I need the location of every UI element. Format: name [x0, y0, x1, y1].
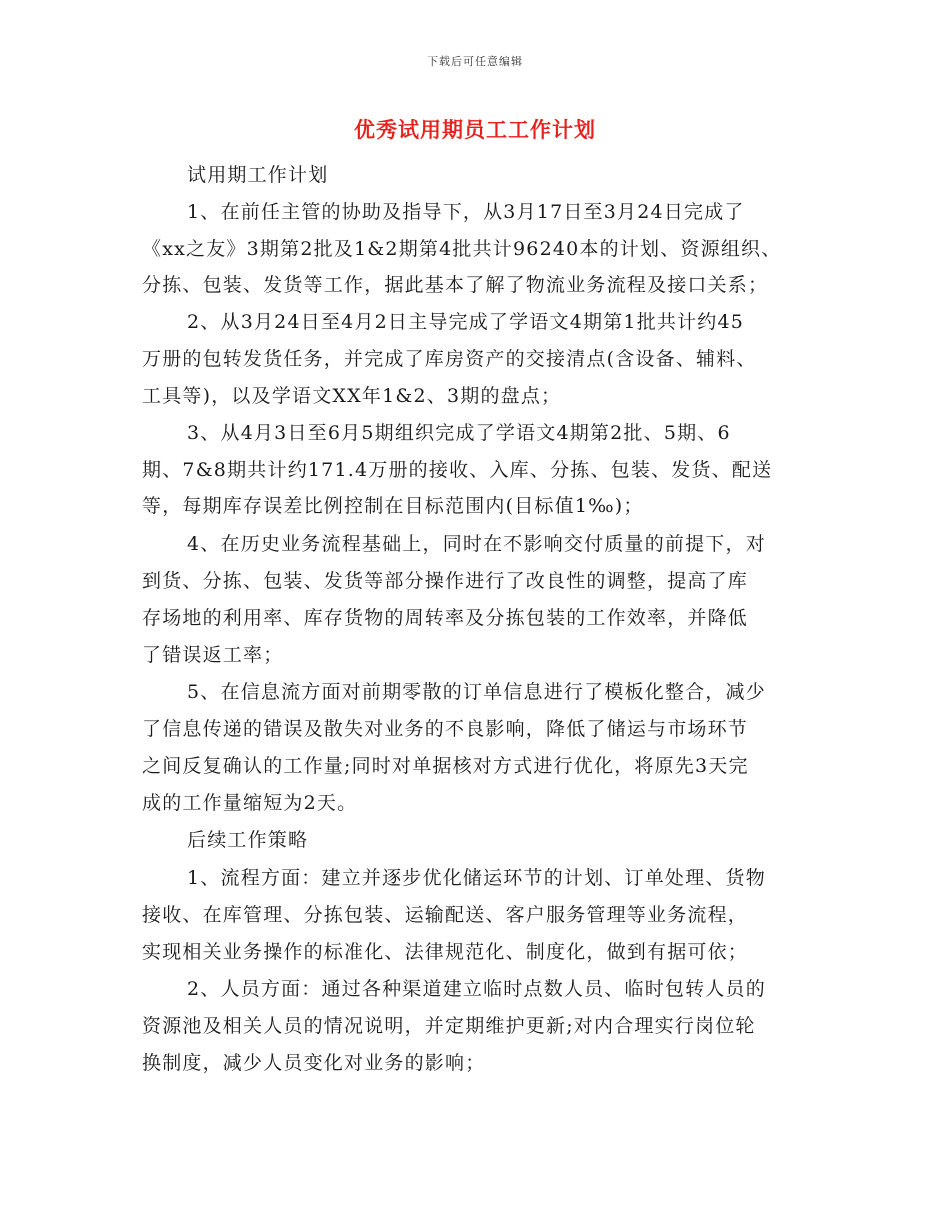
- paragraph-line: 到货、分拣、包装、发货等部分操作进行了改良性的调整，提高了库: [142, 570, 749, 592]
- paragraph-line: 期、7&8期共计约171.4万册的接收、入库、分拣、包装、发货、配送: [142, 459, 773, 481]
- paragraph-line: 4、在历史业务流程基础上，同时在不影响交付质量的前提下，对: [187, 533, 766, 555]
- paragraph-line: 接收、在库管理、分拣包装、运输配送、客户服务管理等业务流程，: [142, 904, 749, 926]
- paragraph-line: 1、流程方面：建立并逐步优化储运环节的计划、订单处理、货物: [187, 867, 766, 889]
- paragraph-line: 了错误返工率；: [142, 644, 284, 666]
- paragraph-line: 2、人员方面：通过各种渠道建立临时点数人员、临时包转人员的: [187, 978, 766, 1000]
- paragraph-line: 分拣、包装、发货等工作，据此基本了解了物流业务流程及接口关系；: [142, 274, 769, 296]
- section-heading: 后续工作策略: [187, 829, 309, 851]
- document-title: 优秀试用期员工工作计划: [354, 117, 596, 142]
- paragraph-line: 资源池及相关人员的情况说明，并定期维护更新;对内合理实行岗位轮: [142, 1015, 756, 1037]
- paragraph-line: 实现相关业务操作的标准化、法律规范化、制度化，做到有据可依；: [142, 941, 749, 963]
- section-heading: 试用期工作计划: [187, 164, 329, 186]
- paragraph-line: 3、从4月3日至6月5期组织完成了学语文4期第2批、5期、6: [187, 422, 731, 444]
- paragraph-line: 工具等)，以及学语文XX年1&2、3期的盘点；: [142, 385, 562, 407]
- paragraph-line: 成的工作量缩短为2天。: [142, 792, 358, 814]
- paragraph-line: 等，每期库存误差比例控制在目标范围内(目标值1‰)；: [142, 495, 644, 517]
- paragraph-line: 万册的包转发货任务，并完成了库房资产的交接清点(含设备、辅料、: [142, 348, 757, 370]
- paragraph-line: 5、在信息流方面对前期零散的订单信息进行了模板化整合，减少: [187, 681, 766, 703]
- paragraph-line: 换制度，减少人员变化对业务的影响；: [142, 1052, 486, 1074]
- paragraph-line: 存场地的利用率、库存货物的周转率及分拣包装的工作效率，并降低: [142, 607, 749, 629]
- paragraph-line: 之间反复确认的工作量;同时对单据核对方式进行优化，将原先3天完: [142, 755, 749, 777]
- paragraph-line: 《xx之友》3期第2批及1&2期第4批共计96240本的计划、资源组织、: [142, 238, 782, 260]
- header-note: 下载后可任意编辑: [427, 55, 523, 68]
- paragraph-line: 1、在前任主管的协助及指导下，从3月17日至3月24日完成了: [187, 201, 745, 223]
- paragraph-line: 2、从3月24日至4月2日主导完成了学语文4期第1批共计约45: [187, 311, 745, 333]
- paragraph-line: 了信息传递的错误及散失对业务的不良影响，降低了储运与市场环节: [142, 718, 749, 740]
